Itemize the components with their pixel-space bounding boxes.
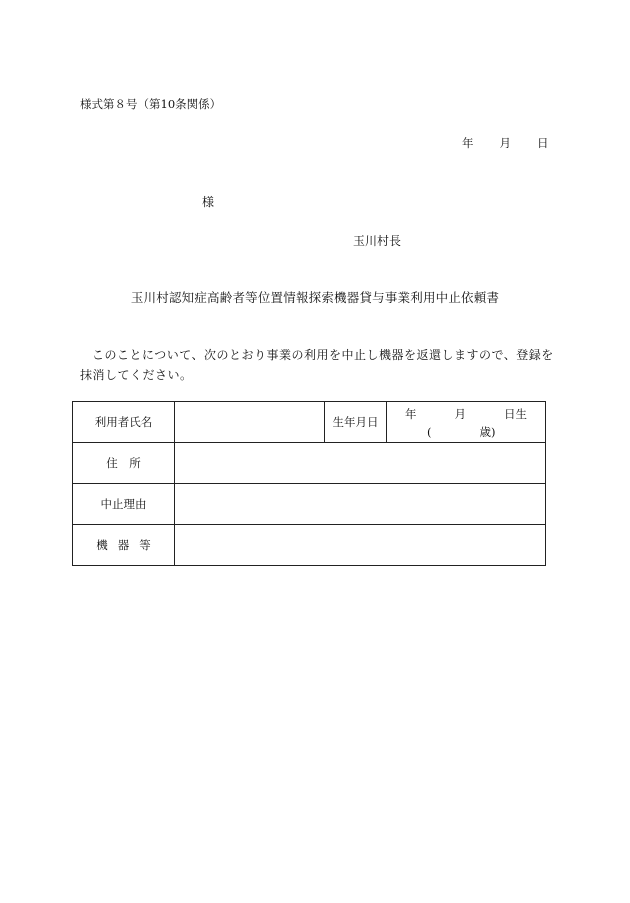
table-row bbox=[73, 402, 546, 443]
address-field[interactable] bbox=[175, 443, 546, 484]
body-text: このことについて、次のとおり事業の利用を中止し機器を返還しますので、登録を抹消してください。 bbox=[80, 348, 554, 382]
birth-date-field[interactable] bbox=[387, 402, 546, 443]
date-month-label: 月 bbox=[499, 136, 511, 150]
reason-field[interactable] bbox=[175, 484, 546, 525]
sender-name: 玉川村長 bbox=[353, 234, 402, 248]
user-name-field[interactable] bbox=[175, 402, 325, 443]
address-label: 住 所 bbox=[73, 443, 175, 484]
equipment-label-text: 機器等 bbox=[96, 538, 161, 552]
birth-year-label: 年 bbox=[405, 407, 417, 421]
age-label: 歳) bbox=[479, 425, 496, 439]
date-year-label: 年 bbox=[462, 136, 474, 150]
document-title: 玉川村認知症高齢者等位置情報探索機器貸与事業利用中止依頼書 bbox=[130, 290, 500, 305]
date-day-label: 日 bbox=[537, 136, 549, 150]
age-line bbox=[427, 424, 496, 440]
birth-date-label: 生年月日 bbox=[325, 402, 387, 443]
birth-day-label: 日生 bbox=[504, 407, 527, 421]
equipment-label bbox=[73, 525, 175, 566]
form-number: 様式第８号（第10条関係） bbox=[80, 97, 222, 111]
equipment-field[interactable] bbox=[175, 525, 546, 566]
recipient-honorific: 様 bbox=[202, 195, 215, 209]
table-row bbox=[73, 525, 546, 566]
user-name-label: 利用者氏名 bbox=[73, 402, 175, 443]
table-row bbox=[73, 443, 546, 484]
date-line bbox=[462, 135, 549, 151]
request-form-table bbox=[72, 401, 546, 566]
reason-label: 中止理由 bbox=[73, 484, 175, 525]
table-row bbox=[73, 484, 546, 525]
birth-month-label: 月 bbox=[454, 407, 466, 421]
age-open-paren: ( bbox=[427, 425, 432, 439]
birth-date-line bbox=[387, 406, 545, 422]
